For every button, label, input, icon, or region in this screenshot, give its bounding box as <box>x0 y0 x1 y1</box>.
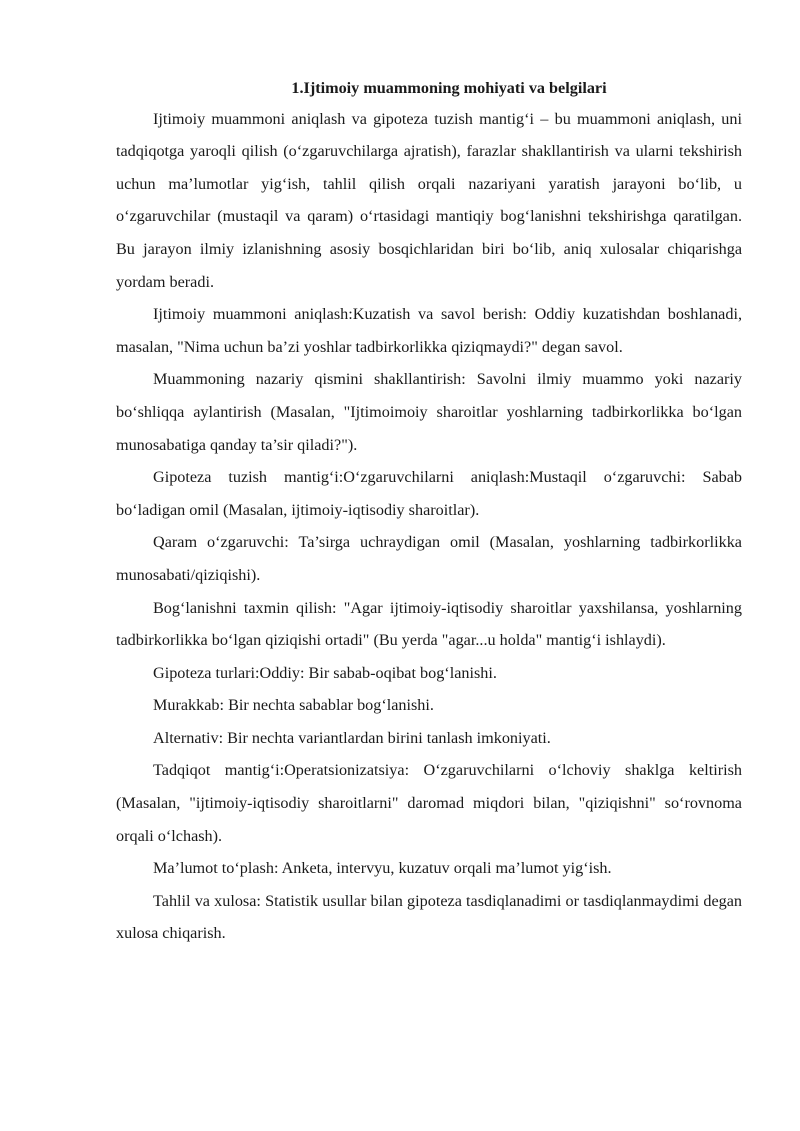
paragraph-independent-variable: Gipoteza tuzish mantig‘i:O‘zgaruvchilarni aniqlash:Mustaqil o‘zgaruvchi: Sabab bo‘ladigan omil (Masalan, ijtimoiy-iqtisodiy sharoitlar). <box>116 468 742 519</box>
paragraph-analysis-conclusion: Tahlil va xulosa: Statistik usullar bilan gipoteza tasdiqlanadimi or tasdiqlanmaydimi degan xulosa chiqarish. <box>116 891 742 943</box>
paragraph-problem-identification: Ijtimoiy muammoni aniqlash:Kuzatish va savol berish: Oddiy kuzatishdan boshlanadi, masalan, "Nima uchun ba’zi yoshlar tadbirkorlikka qiziqmaydi?" degan savol. <box>116 305 742 356</box>
paragraph-dependent-variable: Qaram o‘zgaruvchi: Ta’sirga uchraydigan omil (Masalan, yoshlarning tadbirkorlikka munosabati/qiziqishi). <box>116 533 742 584</box>
paragraph-hypothesis-alternative: Alternativ: Bir nechta variantlardan birini tanlash imkoniyati. <box>153 728 551 747</box>
paragraph-relationship: Bog‘lanishni taxmin qilish: "Agar ijtimoiy-iqtisodiy sharoitlar yaxshilansa, yoshlarning tadbirkorlikka bo‘lgan qiziqishi ortadi" (Bu yerda "agar...u holda" mantig‘i ishlaydi). <box>116 598 742 650</box>
paragraph-intro: Ijtimoiy muammoni aniqlash va gipoteza tuzish mantig‘i – bu muammoni aniqlash, uni tadqiqotga yaroqli qilish (o‘zgaruvchilarga ajratish), farazlar shakllantirish va ularni tekshirish uchun ma’lumotlar yig‘ish, tahlil qilish orqali nazariyani yaratish jarayoni bo‘lib, u o‘zgaruvchilar (mustaqil va qaram) o‘rtasidagi mantiqiy bog‘lanishni tekshirishga qaratilgan. Bu jarayon ilmiy izlanishning asosiy bosqichlaridan biri bo‘lib, aniq xulosalar chiqarishga yordam beradi. <box>116 109 742 291</box>
paragraph-data-collection: Ma’lumot to‘plash: Anketa, intervyu, kuzatuv orqali ma’lumot yig‘ish. <box>153 859 612 878</box>
paragraph-hypothesis-complex: Murakkab: Bir nechta sabablar bog‘lanishi. <box>153 696 434 715</box>
paragraph-operationalization: Tadqiqot mantig‘i:Operatsionizatsiya: O‘zgaruvchilarni o‘lchoviy shaklga keltirish (Masalan, "ijtimoiy-iqtisodiy sharoitlarni" daromad miqdori bilan, "qiziqishni" so‘rovnoma orqali o‘lchash). <box>116 761 742 845</box>
document-body <box>116 72 742 950</box>
paragraph-hypothesis-simple: Gipoteza turlari:Oddiy: Bir sabab-oqibat bog‘lanishi. <box>153 663 497 682</box>
section-title: 1.Ijtimoiy muammoning mohiyati va belgilari <box>291 79 607 97</box>
paragraph-theoretical-part: Muammoning nazariy qismini shakllantirish: Savolni ilmiy muammo yoki nazariy bo‘shliqqa aylantirish (Masalan, "Ijtimoimoiy sharoitlar yoshlarning tadbirkorlikka bo‘lgan munosabatiga qanday ta’sir qiladi?"). <box>116 370 742 454</box>
